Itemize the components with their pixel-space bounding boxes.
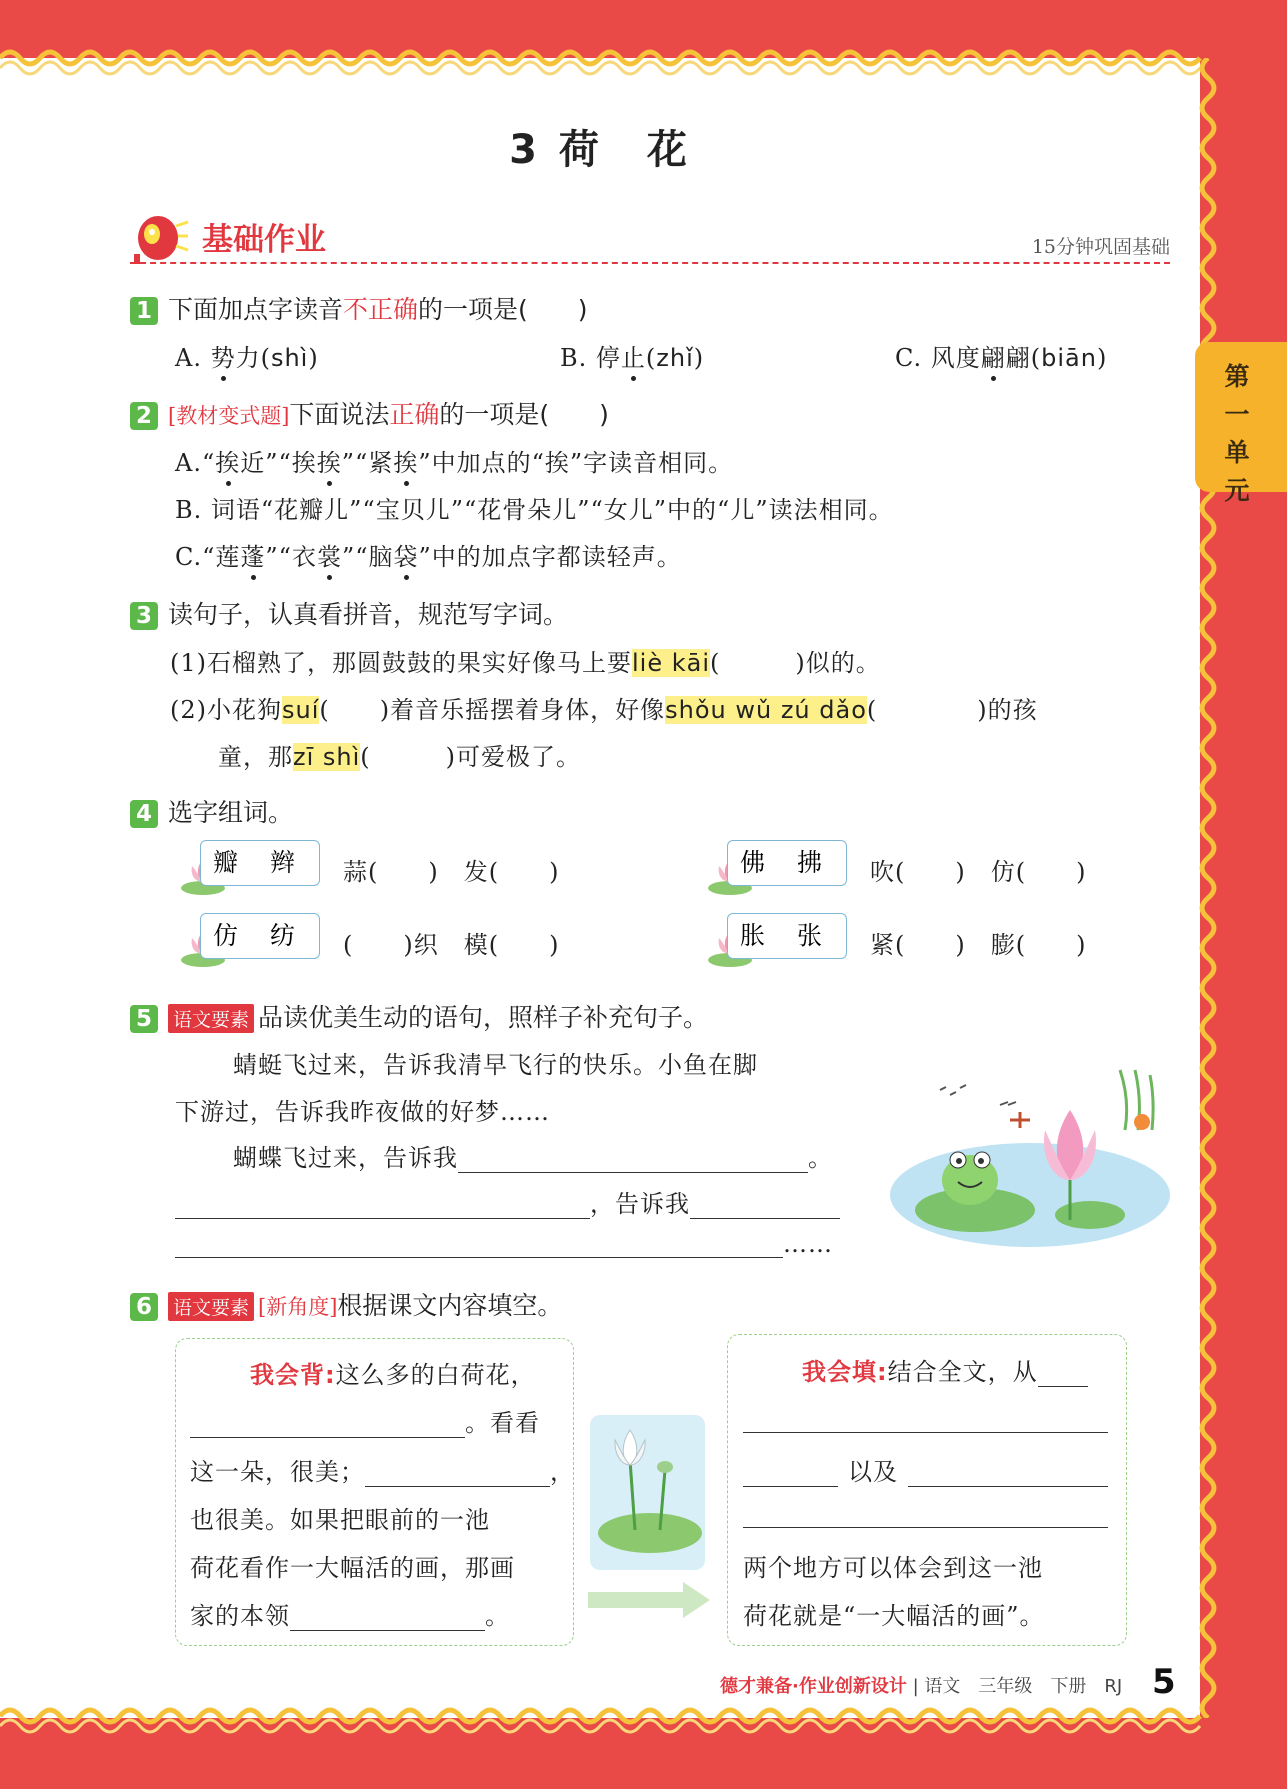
answer-blank[interactable] [190,1411,465,1438]
q2-stem [130,395,609,431]
q4-number: 4 [130,800,158,828]
q6-tag: 语文要素 [168,1292,254,1321]
q1-a-mid: 力( [235,344,271,372]
q2-option-c[interactable] [175,537,682,572]
recite-line-1 [250,1355,536,1390]
fill-line-3[interactable] [743,1452,1108,1487]
q1-text: 下面加点字读音 [168,295,344,324]
recite-period: 。 [485,1602,510,1630]
q4-char-box-1: 瓣 辫 [200,840,320,886]
q1-b-dotted: 止 [620,344,646,372]
fill-line-5: 两个地方可以体会到这一池 [743,1554,1043,1582]
lesson-title: 3 荷 花 [509,127,691,173]
q4-words-4[interactable]: 紧( ) 膨( ) [870,931,1087,959]
q1-c-end: ) [1096,344,1108,372]
lantern-icon [130,210,190,266]
q3-s2-pre: (2)小花狗 [170,696,282,724]
wavy-border-bottom [0,1704,1210,1744]
recite-text-6: 家的本领 [190,1602,290,1630]
q4-text: 选字组词。 [168,798,294,827]
q2-a-part1: A.“ [175,449,216,477]
q1-a-pinyin: shì [270,344,309,372]
q1-a-dotted: 势 [210,344,236,372]
answer-blank[interactable] [175,1192,590,1219]
q1-stem [130,290,588,326]
fill-line-4[interactable] [743,1500,1108,1528]
q4-stem [130,793,293,829]
q2-c-dot1: 蓬 [240,543,266,571]
fill-line-2[interactable] [743,1405,1108,1433]
answer-blank[interactable] [365,1460,550,1487]
q1-c-pinyin: biān [1041,344,1097,372]
q4-char-box-3: 仿 纺 [200,913,320,959]
q4-char-box-2: 佛 拂 [727,840,847,886]
q3-sentence-1[interactable] [170,643,881,678]
q5-example-line-2: 下游过，告诉我昨夜做的好梦…… [175,1098,550,1126]
q5-ellipsis: …… [783,1230,833,1258]
answer-blank[interactable] [743,1501,1108,1528]
answer-blank[interactable] [290,1604,485,1631]
recite-line-3[interactable] [190,1452,575,1487]
q3-s2-post: ( )的孩 [866,696,1038,724]
answer-blank[interactable] [458,1146,808,1173]
q5-tag: 语文要素 [168,1004,254,1033]
footer-info: 语文 三年级 下册 RJ [924,1676,1123,1697]
answer-blank[interactable] [175,1231,783,1258]
q5-example-line-1: 蜻蜓飞过来，告诉我清早飞行的快乐。小鱼在脚 [233,1051,758,1079]
q5-mid-text: ，告诉我 [590,1190,690,1218]
section-note: 15分钟巩固基础 [1031,236,1170,258]
recite-text-1: 这么多的白荷花， [335,1361,536,1389]
answer-blank[interactable] [743,1406,1108,1433]
recite-line-4: 也很美。如果把眼前的一池 [190,1506,490,1534]
q3-s3-post: ( )可爱极了。 [360,743,582,771]
q1-text-end: 的一项是( ) [418,295,588,324]
fill-label: 我会填: [802,1358,888,1386]
fill-text-3: 以及 [848,1458,898,1486]
q1-number: 1 [130,297,158,325]
q2-c-part3: ”“脑 [341,543,394,571]
page-number: 5 [1152,1662,1176,1702]
wavy-border-right [1190,58,1230,1718]
q1-b-mid: ( [645,344,657,372]
q1-option-c[interactable] [895,338,1107,373]
answer-blank[interactable] [908,1460,1108,1487]
q2-text-end: 的一项是( ) [439,400,609,429]
q2-text: 下面说法 [289,400,390,429]
q2-option-a[interactable] [175,443,733,478]
q6-number: 6 [130,1293,158,1321]
answer-blank[interactable] [1038,1360,1088,1387]
footer-brand: 德才兼备·作业创新设计 [720,1676,907,1697]
q2-c-dot2: 裳 [316,543,342,571]
q3-sentence-2-cont[interactable] [218,737,581,772]
q1-c-pre: C. 风度 [895,344,981,372]
q5-stem [130,998,708,1034]
q3-s2-pinyin1: suí [282,696,320,724]
q2-c-part1: C.“莲 [175,543,241,571]
q2-a-part2: 近”“挨 [240,449,317,477]
recite-label: 我会背: [250,1361,336,1389]
q2-option-b[interactable]: B. 词语“花瓣儿”“宝贝儿”“花骨朵儿”“女儿”中的“儿”读法相同。 [175,496,894,524]
q2-c-part2: ”“衣 [265,543,317,571]
q3-number: 3 [130,602,158,630]
arrow-right-icon [588,1580,713,1620]
q4-words-2[interactable]: 吹( ) 仿( ) [870,858,1087,886]
lotus-vase-illustration [590,1415,705,1570]
q2-c-dot3: 袋 [393,543,419,571]
answer-blank[interactable] [743,1460,838,1487]
recite-line-2[interactable] [190,1403,540,1438]
q5-period: 。 [808,1144,833,1172]
q3-s3-pre: 童，那 [218,743,293,771]
q3-stem [130,595,568,631]
q1-emphasis: 不正确 [343,295,419,324]
q5-prompt: 蝴蝶飞过来，告诉我 [233,1144,458,1172]
recite-text-3: 这一朵，很美； [190,1458,365,1486]
q1-b-end: ) [693,344,705,372]
section-label: 基础作业 [202,222,326,258]
q2-a-dot3: 挨 [393,449,419,477]
q3-s1-pre: (1)石榴熟了，那圆鼓鼓的果实好像马上要 [170,649,632,677]
q2-emphasis: 正确 [389,400,440,429]
recite-line-6[interactable] [190,1596,510,1631]
q4-char-box-4: 胀 张 [727,913,847,959]
q1-option-a[interactable] [175,338,319,373]
q2-a-dot2: 挨 [316,449,342,477]
recite-comma: ， [550,1458,575,1486]
q1-a-end: ) [308,344,319,372]
q6-angle-tag: [新角度] [258,1295,338,1319]
pond-frog-illustration [880,1060,1170,1250]
q1-c-dotted: 翩 [980,344,1006,372]
q1-b-pre: B. 停 [560,344,621,372]
q3-s1-post: ( )似的。 [710,649,881,677]
q1-b-pinyin: zhǐ [656,344,694,372]
q5-answer-line-2[interactable] [175,1184,840,1219]
q2-a-part3: ”“紧 [341,449,394,477]
q3-s2-mid: ( )着音乐摇摆着身体，好像 [319,696,666,724]
q5-answer-line-3[interactable] [175,1230,833,1258]
q5-text: 品读优美生动的语句，照样子补充句子。 [258,1003,709,1032]
q1-a-pre: A. [175,344,211,372]
section-divider [130,262,1170,264]
wavy-border-top [0,40,1210,80]
answer-blank[interactable] [690,1192,840,1219]
q1-option-b[interactable] [560,338,704,373]
q3-s3-pinyin: zī shì [293,743,361,771]
q2-a-part4: ”中加点的“挨”字读音相同。 [418,449,734,477]
q3-sentence-2[interactable] [170,690,1038,725]
section-header [130,210,1170,270]
recite-line-5: 荷花看作一大幅活的画，那画 [190,1554,515,1582]
footer [720,1672,1122,1698]
q5-number: 5 [130,1005,158,1033]
q2-a-dot1: 挨 [215,449,241,477]
q3-s1-pinyin: liè kāi [632,649,711,677]
unit-tab[interactable] [1195,342,1287,505]
fill-text-1: 结合全文，从 [887,1358,1038,1386]
q2-c-part4: ”中的加点字都读轻声。 [418,543,682,571]
fill-line-1[interactable] [802,1352,1088,1387]
unit-tab-label: 第一单元 [1224,362,1250,505]
recite-text-2: 。看看 [465,1409,540,1437]
q3-s2-pinyin2: shǒu wǔ zú dǎo [665,696,867,724]
q2-tag: [教材变式题] [168,404,290,428]
fill-line-6: 荷花就是“一大幅活的画”。 [743,1602,1045,1630]
q3-text: 读句子，认真看拼音，规范写字词。 [168,600,569,629]
q1-c-mid: 翩( [1005,344,1042,372]
q6-stem [130,1286,562,1322]
footer-separator: | [906,1676,925,1697]
q6-text: 根据课文内容填空。 [337,1291,563,1320]
q5-answer-line-1[interactable] [233,1138,833,1173]
q4-words-1[interactable]: 蒜( ) 发( ) [343,858,560,886]
q4-words-3[interactable]: ( )织 模( ) [343,931,560,959]
q2-number: 2 [130,402,158,430]
